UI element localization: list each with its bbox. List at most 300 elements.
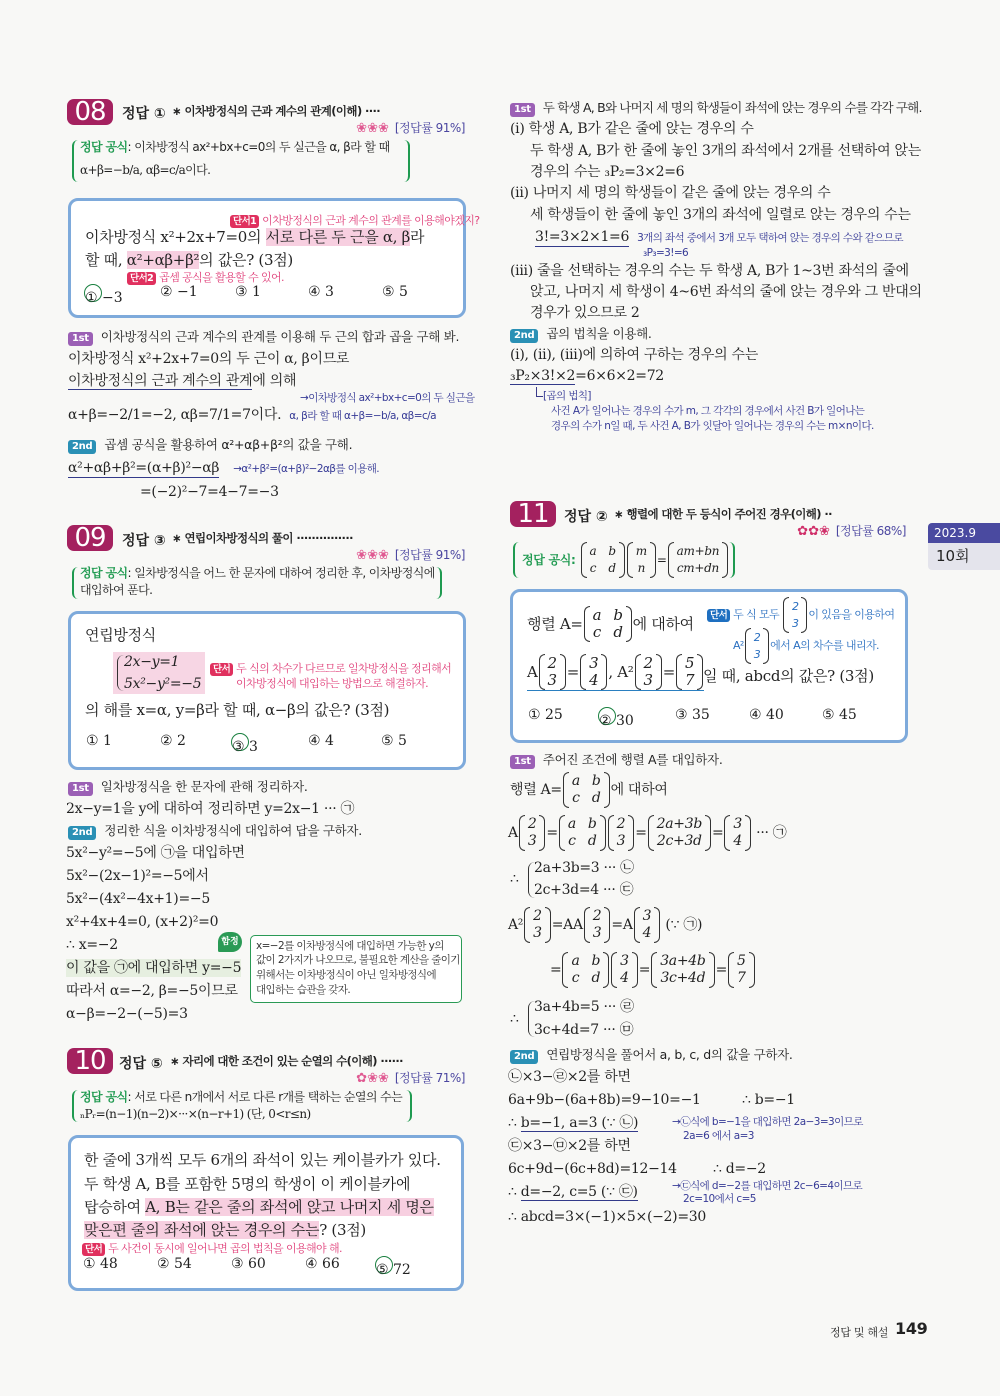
step-badge: 1st bbox=[68, 332, 93, 346]
matrix-grid bbox=[617, 954, 632, 986]
matrix-cell: 3 bbox=[733, 816, 743, 832]
right-paren bbox=[656, 654, 662, 690]
choice-4[interactable]: ④ 4 bbox=[308, 733, 334, 749]
formula-line-1 bbox=[80, 566, 435, 580]
choice-1[interactable]: ① 1 bbox=[86, 733, 112, 749]
header-meta bbox=[352, 121, 465, 136]
matrix-cell: b bbox=[591, 953, 601, 969]
solution-line: ㉢×3−㉤×2를 하면 bbox=[508, 1138, 631, 1154]
matrix-cell: am+bn bbox=[676, 544, 720, 558]
math-text: 행렬 A= bbox=[527, 615, 583, 633]
matrix-cell: 2 bbox=[533, 908, 542, 924]
formula-label: 정답 공식 bbox=[80, 1090, 128, 1104]
matrix-cell: 2 bbox=[791, 600, 799, 613]
solution-line: (iii) 줄을 선택하는 경우의 수는 두 학생 A, B가 1~3번 좌석의 줄에 bbox=[510, 263, 909, 279]
underlined-text: α²+αβ+β²=(α+β)²−αβ bbox=[68, 460, 220, 476]
side-tab-date[interactable]: 2023.9 bbox=[928, 523, 1000, 543]
right-paren bbox=[628, 815, 634, 851]
note: 2a=6 에서 a=3 bbox=[683, 1130, 754, 1142]
matrix bbox=[668, 542, 729, 578]
step-badge: 2nd bbox=[68, 440, 96, 454]
math-text: A² bbox=[733, 639, 744, 652]
hint-tag: 단서 bbox=[707, 609, 730, 622]
answer-label: 정답 ① bbox=[122, 106, 166, 122]
question-main: 의 해를 x=α, y=β라 할 때, α−β의 값은? (3점) bbox=[85, 701, 390, 719]
header-meta bbox=[793, 524, 906, 539]
right-paren bbox=[600, 815, 606, 851]
difficulty-flowers: ❀❀❀ bbox=[356, 121, 389, 136]
choice-5[interactable] bbox=[375, 1256, 411, 1278]
right-paren bbox=[560, 654, 566, 690]
matrix-cell: 3 bbox=[527, 833, 537, 849]
formula-text: : 서로 다른 n개에서 서로 다른 r개를 택하는 순열의 수는 bbox=[127, 1090, 403, 1104]
step-badge: 1st bbox=[510, 103, 535, 117]
matrix-cell: 3 bbox=[791, 617, 799, 630]
matrix-cell: d bbox=[608, 561, 616, 575]
text: ∴ bbox=[508, 1115, 521, 1131]
question-number-badge: 11 bbox=[510, 501, 556, 527]
question-number-badge: 10 bbox=[67, 1048, 113, 1074]
hint-tag: 단서2 bbox=[127, 272, 156, 285]
math-text: = bbox=[711, 825, 724, 841]
step-2 bbox=[68, 822, 362, 840]
equation: 3a+4b=5 ··· ㉣ bbox=[534, 999, 634, 1015]
matrix-cell: a bbox=[571, 773, 580, 789]
underlined-text: d=−2, c=5 (∵ ㉢) bbox=[520, 1184, 638, 1200]
solution-line: 경우의 수는 ₃P₂=3×2=6 bbox=[530, 164, 685, 180]
formula-text: : 일차방정식을 어느 한 문자에 대하여 정리한 후, 이차방정식에 bbox=[127, 566, 435, 580]
note: 3개의 좌석 중에서 3개 모두 택하여 앉는 경우의 수와 같으므로 bbox=[637, 232, 903, 244]
right-paren bbox=[603, 952, 609, 988]
underlined-text: ₃P₂×3!×2 bbox=[510, 368, 576, 384]
matrix-cell: 7 bbox=[737, 970, 746, 986]
matrix-cell: 3c+4d bbox=[660, 970, 706, 986]
matrix-cell: cm+dn bbox=[676, 561, 719, 575]
solution-line bbox=[508, 1183, 638, 1201]
matrix-grid bbox=[590, 909, 605, 941]
hint-text: 두 사건이 동시에 일어나면 곱의 법칙을 이용해야 해. bbox=[108, 1242, 342, 1255]
right-paren bbox=[709, 952, 715, 988]
step-text: 주어진 조건에 행렬 A를 대입하자. bbox=[542, 752, 723, 767]
side-tab-round[interactable]: 10회 bbox=[928, 543, 1000, 570]
step-text: 이차방정식의 근과 계수의 관계를 이용해 두 근의 합과 곱을 구해 봐. bbox=[100, 329, 460, 344]
text: 의 값은? (3점) bbox=[199, 251, 293, 269]
solution-result: ∴ b=−1 bbox=[742, 1092, 795, 1108]
matrix-cell: c bbox=[572, 790, 580, 806]
question-line-2 bbox=[85, 251, 293, 269]
solution-line: (i) 학생 A, B가 같은 줄에 앉는 경우의 수 bbox=[510, 121, 754, 137]
text: ? (3점) bbox=[319, 1221, 366, 1239]
solution-line bbox=[510, 772, 668, 808]
matrix bbox=[676, 654, 703, 690]
choice-4[interactable]: ④ 66 bbox=[305, 1256, 340, 1272]
right-paren bbox=[763, 628, 769, 664]
matrix-grid bbox=[614, 817, 629, 849]
choice-1[interactable]: ① 25 bbox=[528, 707, 563, 723]
answer-label: 정답 ② bbox=[564, 509, 608, 525]
matrix-cell: 2c+3d bbox=[656, 833, 702, 849]
solution-row bbox=[535, 228, 903, 247]
math-text: 이 있음을 이용하여 bbox=[808, 608, 895, 621]
matrix-cell: 3 bbox=[642, 908, 652, 924]
right-paren bbox=[604, 772, 610, 808]
solution-line: α+β=−2/1=−2, αβ=7/1=7이다. bbox=[68, 407, 282, 423]
matrix-grid bbox=[587, 544, 619, 576]
question-header bbox=[170, 1054, 465, 1086]
answer-label: 정답 ③ bbox=[122, 533, 166, 549]
text: 탑승하여 bbox=[84, 1198, 146, 1216]
answer-label: 정답 ⑤ bbox=[119, 1056, 163, 1072]
hint-text: 곱셈 공식을 활용할 수 있어. bbox=[159, 271, 284, 284]
hint-tag: 단서1 bbox=[230, 215, 259, 228]
question-header bbox=[172, 531, 465, 563]
solution-line: 경우가 있으므로 2 bbox=[530, 305, 640, 321]
matrix bbox=[581, 542, 625, 578]
solution-line: =(−2)²−7=4−7=−3 bbox=[140, 484, 279, 500]
step-text: 두 학생 A, B와 나머지 세 명의 학생들이 좌석에 앉는 경우의 수를 각각 구해. bbox=[542, 100, 922, 115]
solution-line: 6a+9b−(6a+8b)=9−10=−1 bbox=[508, 1092, 701, 1108]
matrix-grid bbox=[640, 909, 655, 941]
math-text: = bbox=[656, 553, 667, 567]
therefore: ∴ bbox=[510, 871, 519, 887]
note: →㉡식에 b=−1을 대입하면 2a−3=3이므로 bbox=[672, 1116, 863, 1128]
matrix bbox=[584, 907, 611, 943]
right-paren bbox=[539, 815, 545, 851]
solution-line bbox=[510, 367, 664, 385]
highlight: 서로 다른 두 근을 α, β bbox=[265, 228, 410, 246]
matrix-grid bbox=[734, 954, 749, 986]
difficulty-flowers: ✿❀❀ bbox=[356, 1071, 389, 1086]
math-text: = bbox=[566, 663, 580, 681]
solution-line: ∴ x=−2 bbox=[66, 937, 118, 953]
difficulty-flowers: ❀❀❀ bbox=[356, 548, 389, 563]
formula-matrices bbox=[580, 542, 730, 578]
hint-text: 두 식의 차수가 다르므로 일차방정식을 정리해서 bbox=[236, 662, 452, 675]
topic-label: ∗ 행렬에 대한 두 등식이 주어진 경우(이해) ·· bbox=[614, 507, 832, 521]
right-paren bbox=[626, 606, 632, 642]
hint-2 bbox=[733, 628, 879, 664]
right-paren bbox=[601, 654, 607, 690]
rule-title: [곱의 법칙] bbox=[543, 390, 591, 402]
choice-5[interactable]: ⑤ 5 bbox=[381, 733, 407, 749]
text: 라 bbox=[410, 228, 425, 246]
matrix-cell: a bbox=[571, 953, 580, 969]
matrix bbox=[648, 815, 711, 851]
question-intro: 연립방정식 bbox=[85, 626, 156, 644]
matrix-cell: 3 bbox=[589, 654, 599, 672]
solution-line: 따라서 α=−2, β=−5이므로 bbox=[66, 983, 238, 999]
formula-line-1 bbox=[80, 1090, 402, 1104]
matrix bbox=[635, 654, 662, 690]
matrix bbox=[728, 952, 755, 988]
math-text: =AA bbox=[551, 917, 583, 933]
step-1 bbox=[510, 99, 922, 117]
step-badge: 2nd bbox=[68, 826, 96, 840]
right-paren bbox=[745, 815, 751, 851]
solution-line: ㉡×3−㉣×2를 하면 bbox=[508, 1069, 631, 1085]
step-1 bbox=[68, 778, 308, 796]
highlight: 맞은편 줄의 좌석에 앉는 경우의 수는 bbox=[84, 1221, 320, 1239]
math-text: = bbox=[662, 663, 676, 681]
note: 2c=10에서 c=5 bbox=[683, 1193, 756, 1205]
right-paren bbox=[632, 952, 638, 988]
right-paren bbox=[604, 907, 610, 943]
solution-line-highlighted: 이 값을 ㉠에 대입하면 y=−5 bbox=[66, 960, 242, 976]
solution-line: (ii) 나머지 세 명의 학생들이 같은 줄에 앉는 경우의 수 bbox=[510, 185, 831, 201]
solution-line: 5x²−(2x−1)²=−5에서 bbox=[66, 868, 209, 884]
math-text: A² bbox=[508, 917, 524, 933]
matrix bbox=[580, 654, 607, 690]
equation: 2a+3b=3 ··· ㉡ bbox=[534, 860, 634, 876]
step-1 bbox=[510, 751, 723, 769]
text: 할 때, bbox=[85, 251, 127, 269]
solution-line: (i), (ii), (iii)에 의하여 구하는 경우의 수는 bbox=[510, 347, 758, 363]
note: →㉢식에 d=−2를 대입하면 2c−6=4이므로 bbox=[672, 1180, 863, 1192]
highlight: α²+αβ+β² bbox=[126, 251, 200, 269]
math-text: ··· ㉠ bbox=[752, 825, 787, 841]
question-line-2: 두 학생 A, B를 포함한 5명의 학생이 이 케이블카에 bbox=[84, 1175, 411, 1193]
matrix-cell: a bbox=[589, 544, 597, 558]
hint bbox=[82, 1240, 342, 1258]
matrix-cell: m bbox=[635, 544, 647, 558]
choice-5[interactable]: ⑤ 45 bbox=[822, 707, 857, 723]
formula-line-2: ₙPᵣ=(n−1)(n−2)×···×(n−r+1) (단, 0<r≤n) bbox=[80, 1107, 311, 1121]
matrix-cell: c bbox=[589, 561, 597, 575]
matrix-cell: d bbox=[591, 970, 601, 986]
text: 에 의해 bbox=[252, 373, 297, 389]
solution-line: 세 학생들이 한 줄에 놓인 3개의 좌석에 일렬로 앉는 경우의 수는 bbox=[530, 207, 911, 223]
solution-line: ∴ abcd=3×(−1)×5×(−2)=30 bbox=[508, 1209, 706, 1225]
matrix-cell: b bbox=[587, 816, 597, 832]
matrix-cell: n bbox=[637, 561, 646, 575]
solution-line: 5x²−y²=−5에 ㉠을 대입하면 bbox=[66, 845, 245, 861]
choice-3[interactable] bbox=[231, 733, 258, 755]
connector-line bbox=[536, 387, 543, 397]
right-paren bbox=[722, 542, 728, 578]
matrix-cell: b bbox=[608, 544, 616, 558]
math-text: = bbox=[546, 825, 558, 841]
underlined-text: b=−1, a=3 (∵ ㉡) bbox=[520, 1115, 639, 1131]
choice-2[interactable]: ② 54 bbox=[157, 1256, 192, 1272]
choice-2[interactable]: ② 2 bbox=[160, 733, 186, 749]
step-badge: 2nd bbox=[510, 1050, 538, 1064]
difficulty-flowers: ✿✿❀ bbox=[797, 524, 830, 539]
right-paren bbox=[545, 907, 551, 943]
highlight: A, B는 같은 줄의 좌석에 앉고 나머지 세 명은 bbox=[145, 1198, 434, 1216]
condition bbox=[527, 654, 704, 690]
hint-text: 이차방정식의 근과 계수의 관계를 이용해야겠지? bbox=[262, 214, 480, 227]
text: =6×6×2=72 bbox=[575, 368, 664, 384]
underlined-text: 이차방정식의 근과 계수의 관계 bbox=[68, 373, 253, 389]
math-text: 에 대하여 bbox=[610, 782, 668, 798]
rule-text: 경우의 수가 n일 때, 두 사건 A, B가 잇달아 일어나는 경우의 수는 m×n이다. bbox=[551, 420, 874, 432]
step-text: 정리한 식을 이차방정식에 대입하여 답을 구하자. bbox=[104, 823, 362, 838]
choice-text: ⑤ 72 bbox=[376, 1262, 411, 1278]
question-header bbox=[172, 104, 465, 136]
matrix-grid bbox=[590, 608, 626, 640]
choice-2[interactable] bbox=[598, 707, 634, 729]
matrix-cell: 2 bbox=[616, 816, 626, 832]
system-brace bbox=[117, 655, 124, 691]
matrix bbox=[745, 628, 769, 664]
right-paren bbox=[705, 815, 711, 851]
matrix-cell: 3 bbox=[616, 833, 626, 849]
choice-1[interactable] bbox=[84, 284, 123, 306]
matrix-cell: 4 bbox=[620, 970, 629, 986]
step-2 bbox=[510, 325, 652, 343]
math-text: 에서 A의 차수를 내리자. bbox=[770, 639, 879, 652]
solution-line bbox=[508, 1114, 638, 1132]
matrix-grid bbox=[633, 544, 650, 576]
matrix-grid bbox=[730, 817, 745, 849]
matrix bbox=[519, 815, 546, 851]
matrix bbox=[563, 772, 610, 808]
solution-line bbox=[508, 815, 786, 851]
solution-line bbox=[68, 372, 296, 390]
matrix-cell: 2 bbox=[527, 816, 537, 832]
matrix-cell: 4 bbox=[589, 671, 599, 689]
matrix-cell: d bbox=[591, 790, 601, 806]
formula-line-1 bbox=[80, 140, 390, 154]
step-text: 일차방정식을 한 문자에 관해 정리하자. bbox=[100, 779, 308, 794]
matrix-grid bbox=[569, 774, 604, 806]
matrix bbox=[627, 542, 656, 578]
matrix-cell: 4 bbox=[733, 833, 743, 849]
choice-text: ③ 3 bbox=[232, 739, 258, 755]
solution-result: ∴ d=−2 bbox=[713, 1161, 766, 1177]
math-text: = bbox=[715, 962, 727, 978]
choice-4[interactable]: ④ 3 bbox=[308, 284, 334, 300]
matrix-grid bbox=[568, 954, 603, 986]
choice-2[interactable]: ② −1 bbox=[160, 284, 198, 300]
matrix-cell: a bbox=[592, 606, 602, 624]
choice-1[interactable]: ① 48 bbox=[83, 1256, 118, 1272]
solution-line: 이차방정식 x²+2x+7=0의 두 근이 α, β이므로 bbox=[68, 351, 350, 367]
matrix bbox=[611, 952, 638, 988]
matrix-grid bbox=[657, 954, 708, 986]
step-2 bbox=[510, 1046, 793, 1064]
matrix bbox=[559, 815, 606, 851]
math-text: , A² bbox=[608, 663, 634, 681]
math-text: 행렬 A= bbox=[510, 782, 562, 798]
text: ∴ bbox=[508, 1184, 521, 1200]
matrix-cell: c bbox=[571, 970, 580, 986]
formula-line-2: α+β=−b/a, αβ=c/a이다. bbox=[80, 163, 211, 177]
matrix bbox=[562, 952, 609, 988]
step-text: 곱의 법칙을 이용해. bbox=[546, 326, 652, 341]
hint-line-2: 이차방정식에 대입하는 방법으로 해결하자. bbox=[236, 677, 429, 690]
matrix-cell: 3 bbox=[547, 671, 557, 689]
therefore: ∴ bbox=[510, 1011, 519, 1027]
step-text: 연립방정식을 풀어서 a, b, c, d의 값을 구하자. bbox=[546, 1047, 793, 1062]
matrix-grid bbox=[530, 909, 545, 941]
trap-text: 대입하는 습관을 갖자. bbox=[256, 984, 351, 996]
matrix-cell: b bbox=[613, 606, 623, 624]
correct-rate: [정답률 91%] bbox=[394, 548, 465, 562]
matrix-cell: 3 bbox=[753, 648, 761, 661]
matrix bbox=[539, 654, 566, 690]
choice-3[interactable]: ③ 35 bbox=[675, 707, 710, 723]
matrix-cell: 5 bbox=[685, 654, 695, 672]
right-paren bbox=[619, 542, 625, 578]
equation-2: 5x²−y²=−5 bbox=[124, 676, 202, 692]
matrix-cell: 4 bbox=[642, 925, 652, 941]
hint-tag: 단서 bbox=[210, 663, 233, 676]
topic-label: ∗ 이차방정식의 근과 계수의 관계(이해) ···· bbox=[172, 104, 381, 118]
equation: 2c+3d=4 ··· ㉢ bbox=[534, 882, 634, 898]
matrix-cell: 3 bbox=[533, 925, 542, 941]
question-line-1 bbox=[527, 606, 694, 642]
choice-4[interactable]: ④ 40 bbox=[749, 707, 784, 723]
matrix-grid bbox=[654, 817, 705, 849]
matrix bbox=[608, 815, 635, 851]
note: →이차방정식 ax²+bx+c=0의 두 실근을 bbox=[300, 392, 475, 404]
note: →α²+β²=(α+β)²−2αβ를 이용해. bbox=[233, 463, 380, 475]
choice-text: ② 30 bbox=[599, 713, 634, 729]
choice-5[interactable]: ⑤ 5 bbox=[382, 284, 408, 300]
underlined-text: 3!=3×2×1=6 bbox=[535, 229, 630, 245]
solution-line bbox=[550, 952, 756, 988]
solution-line: 앉고, 나머지 세 학생이 4~6번 좌석의 줄에 앉는 경우와 그 반대의 bbox=[530, 284, 922, 300]
header-meta bbox=[352, 548, 465, 563]
matrix bbox=[651, 952, 714, 988]
matrix-cell: 3a+4b bbox=[660, 953, 706, 969]
header-meta bbox=[352, 1071, 465, 1086]
matrix-grid bbox=[682, 656, 697, 688]
equation: 3c+4d=7 ··· ㉤ bbox=[534, 1022, 634, 1038]
math-text: (∵ ㉠) bbox=[661, 917, 703, 933]
choice-3[interactable]: ③ 1 bbox=[235, 284, 261, 300]
math-text: 에 대하여 bbox=[632, 615, 694, 633]
matrix-cell: 2a+3b bbox=[656, 816, 702, 832]
matrix-cell: 3 bbox=[643, 671, 653, 689]
matrix bbox=[724, 815, 751, 851]
trap-text: 값이 2가지가 나오므로, 불필요한 계산을 줄이기 bbox=[256, 954, 460, 966]
math-text: = bbox=[550, 962, 562, 978]
matrix-grid bbox=[525, 817, 540, 849]
right-paren bbox=[654, 907, 660, 943]
solution-row bbox=[68, 459, 379, 478]
matrix-cell: a bbox=[567, 816, 576, 832]
matrix-grid bbox=[545, 656, 560, 688]
solution-line: 2x−y=1을 y에 대하여 정리하면 y=2x−1 ··· ㉠ bbox=[66, 801, 355, 817]
matrix-grid bbox=[565, 817, 600, 849]
matrix bbox=[634, 907, 661, 943]
step-badge: 2nd bbox=[510, 329, 538, 343]
solution-line: x²+4x+4=0, (x+2)²=0 bbox=[66, 914, 219, 930]
question-header bbox=[614, 507, 906, 539]
trap-text: 위해서는 이차방정식이 아닌 일차방정식에 bbox=[256, 969, 436, 981]
question-number-badge: 09 bbox=[67, 525, 113, 551]
solution-line: 6c+9d−(6c+8d)=12−14 bbox=[508, 1161, 677, 1177]
formula-label: 정답 공식 bbox=[80, 140, 128, 154]
question-line-1 bbox=[85, 228, 424, 246]
question-line-3 bbox=[84, 1198, 434, 1216]
formula-line-2: 대입하여 푼다. bbox=[80, 583, 153, 597]
solution-row bbox=[68, 406, 436, 424]
choice-3[interactable]: ③ 60 bbox=[231, 1256, 266, 1272]
matrix-cell: c bbox=[592, 623, 602, 641]
formula-line bbox=[522, 542, 729, 578]
matrix-cell: b bbox=[591, 773, 601, 789]
matrix-cell: 3 bbox=[620, 953, 629, 969]
formula-label: 정답 공식: bbox=[522, 553, 576, 567]
topic-label: ∗ 연립이차방정식의 풀이 ··············· bbox=[172, 531, 353, 545]
hint-tag: 단서 bbox=[82, 1243, 105, 1256]
matrix-cell: 2 bbox=[592, 908, 602, 924]
matrix-grid bbox=[789, 599, 801, 631]
correct-rate: [정답률 91%] bbox=[394, 121, 465, 135]
